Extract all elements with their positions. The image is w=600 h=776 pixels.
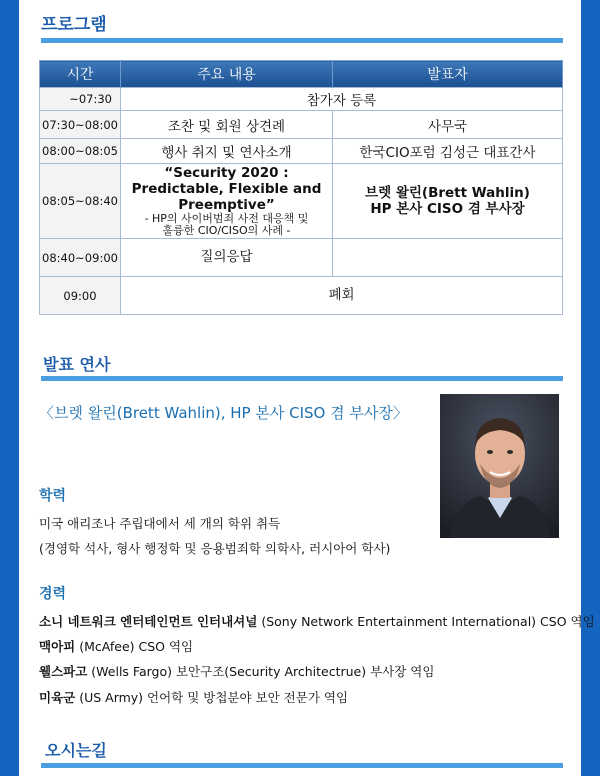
speaker-section-title: 발표 연사 xyxy=(43,355,111,374)
speaker-photo xyxy=(440,394,559,538)
row-content: 폐회 xyxy=(121,277,563,315)
row-time: 08:40~09:00 xyxy=(40,239,121,277)
career-detail: (Wells Fargo) 보안구조(Security Architectrue) 부사장 역임 xyxy=(87,664,435,679)
header-speaker: 발표자 xyxy=(333,61,563,88)
table-row xyxy=(40,164,563,239)
career-detail: (Sony Network Entertainment International) CSO 역임 xyxy=(257,614,595,629)
row-content xyxy=(121,164,333,239)
talk-title: “Security 2020 : Predictable, Flexible and Preemptive” xyxy=(131,165,322,213)
talk-subtitle: - HP의 사이버범죄 사전 대응책 및 훌륭한 CIO/CISO의 사례 - xyxy=(144,212,309,237)
career-item xyxy=(39,662,434,680)
row-speaker: 한국CIO포럼 김성근 대표간사 xyxy=(333,139,563,164)
row-time: 07:30~08:00 xyxy=(40,111,121,139)
career-detail: (US Army) 언어학 및 방첩분야 보안 전문가 역임 xyxy=(75,690,349,705)
program-table xyxy=(39,60,563,315)
table-row xyxy=(40,139,563,164)
career-org: 소니 네트워크 엔터테인먼트 인터내셔널 xyxy=(39,614,258,629)
speaker-line-2: HP 본사 CISO 겸 부사장 xyxy=(370,201,525,217)
row-time: 09:00 xyxy=(40,277,121,315)
header-content: 주요 내용 xyxy=(121,61,333,88)
row-content: 행사 취지 및 연사소개 xyxy=(121,139,333,164)
speaker-line-1: 브렛 왈린(Brett Wahlin) xyxy=(365,185,530,201)
row-speaker xyxy=(333,239,563,277)
career-detail: (McAfee) CSO 역임 xyxy=(75,639,194,654)
education-line-2: (경영학 석사, 형사 행정학 및 응용범죄학 의학사, 러시아어 학사) xyxy=(39,541,391,556)
row-time: 08:05~08:40 xyxy=(40,164,121,239)
career-org: 웰스파고 xyxy=(39,664,88,679)
row-speaker: 사무국 xyxy=(333,111,563,139)
program-divider xyxy=(41,38,563,43)
table-row xyxy=(40,277,563,315)
header-time: 시간 xyxy=(40,61,121,88)
row-content: 질의응답 xyxy=(121,239,333,277)
career-label: 경력 xyxy=(39,586,67,602)
program-title: 프로그램 xyxy=(41,15,107,35)
row-time: ~07:30 xyxy=(40,88,121,111)
left-frame xyxy=(0,0,19,776)
location-divider xyxy=(41,763,563,768)
education-label: 학력 xyxy=(39,488,67,504)
education-line-1: 미국 애리조나 주립대에서 세 개의 학위 취득 xyxy=(39,516,281,531)
right-frame xyxy=(581,0,600,776)
row-content: 참가자 등록 xyxy=(121,88,563,111)
table-row xyxy=(40,111,563,139)
speaker-divider xyxy=(41,376,563,381)
location-title: 오시는길 xyxy=(45,741,107,760)
table-row xyxy=(40,239,563,277)
career-item xyxy=(39,637,193,655)
career-org: 미육군 xyxy=(39,690,76,705)
career-org: 맥아피 xyxy=(39,639,76,654)
row-speaker xyxy=(333,164,563,239)
content-area xyxy=(19,0,595,776)
career-item xyxy=(39,688,348,706)
table-row xyxy=(40,88,563,111)
table-header-row xyxy=(40,61,563,88)
career-item xyxy=(39,612,595,630)
speaker-name: 〈브렛 왈린(Brett Wahlin), HP 본사 CISO 겸 부사장〉 xyxy=(39,404,408,422)
row-time: 08:00~08:05 xyxy=(40,139,121,164)
row-content: 조찬 및 회원 상견례 xyxy=(121,111,333,139)
